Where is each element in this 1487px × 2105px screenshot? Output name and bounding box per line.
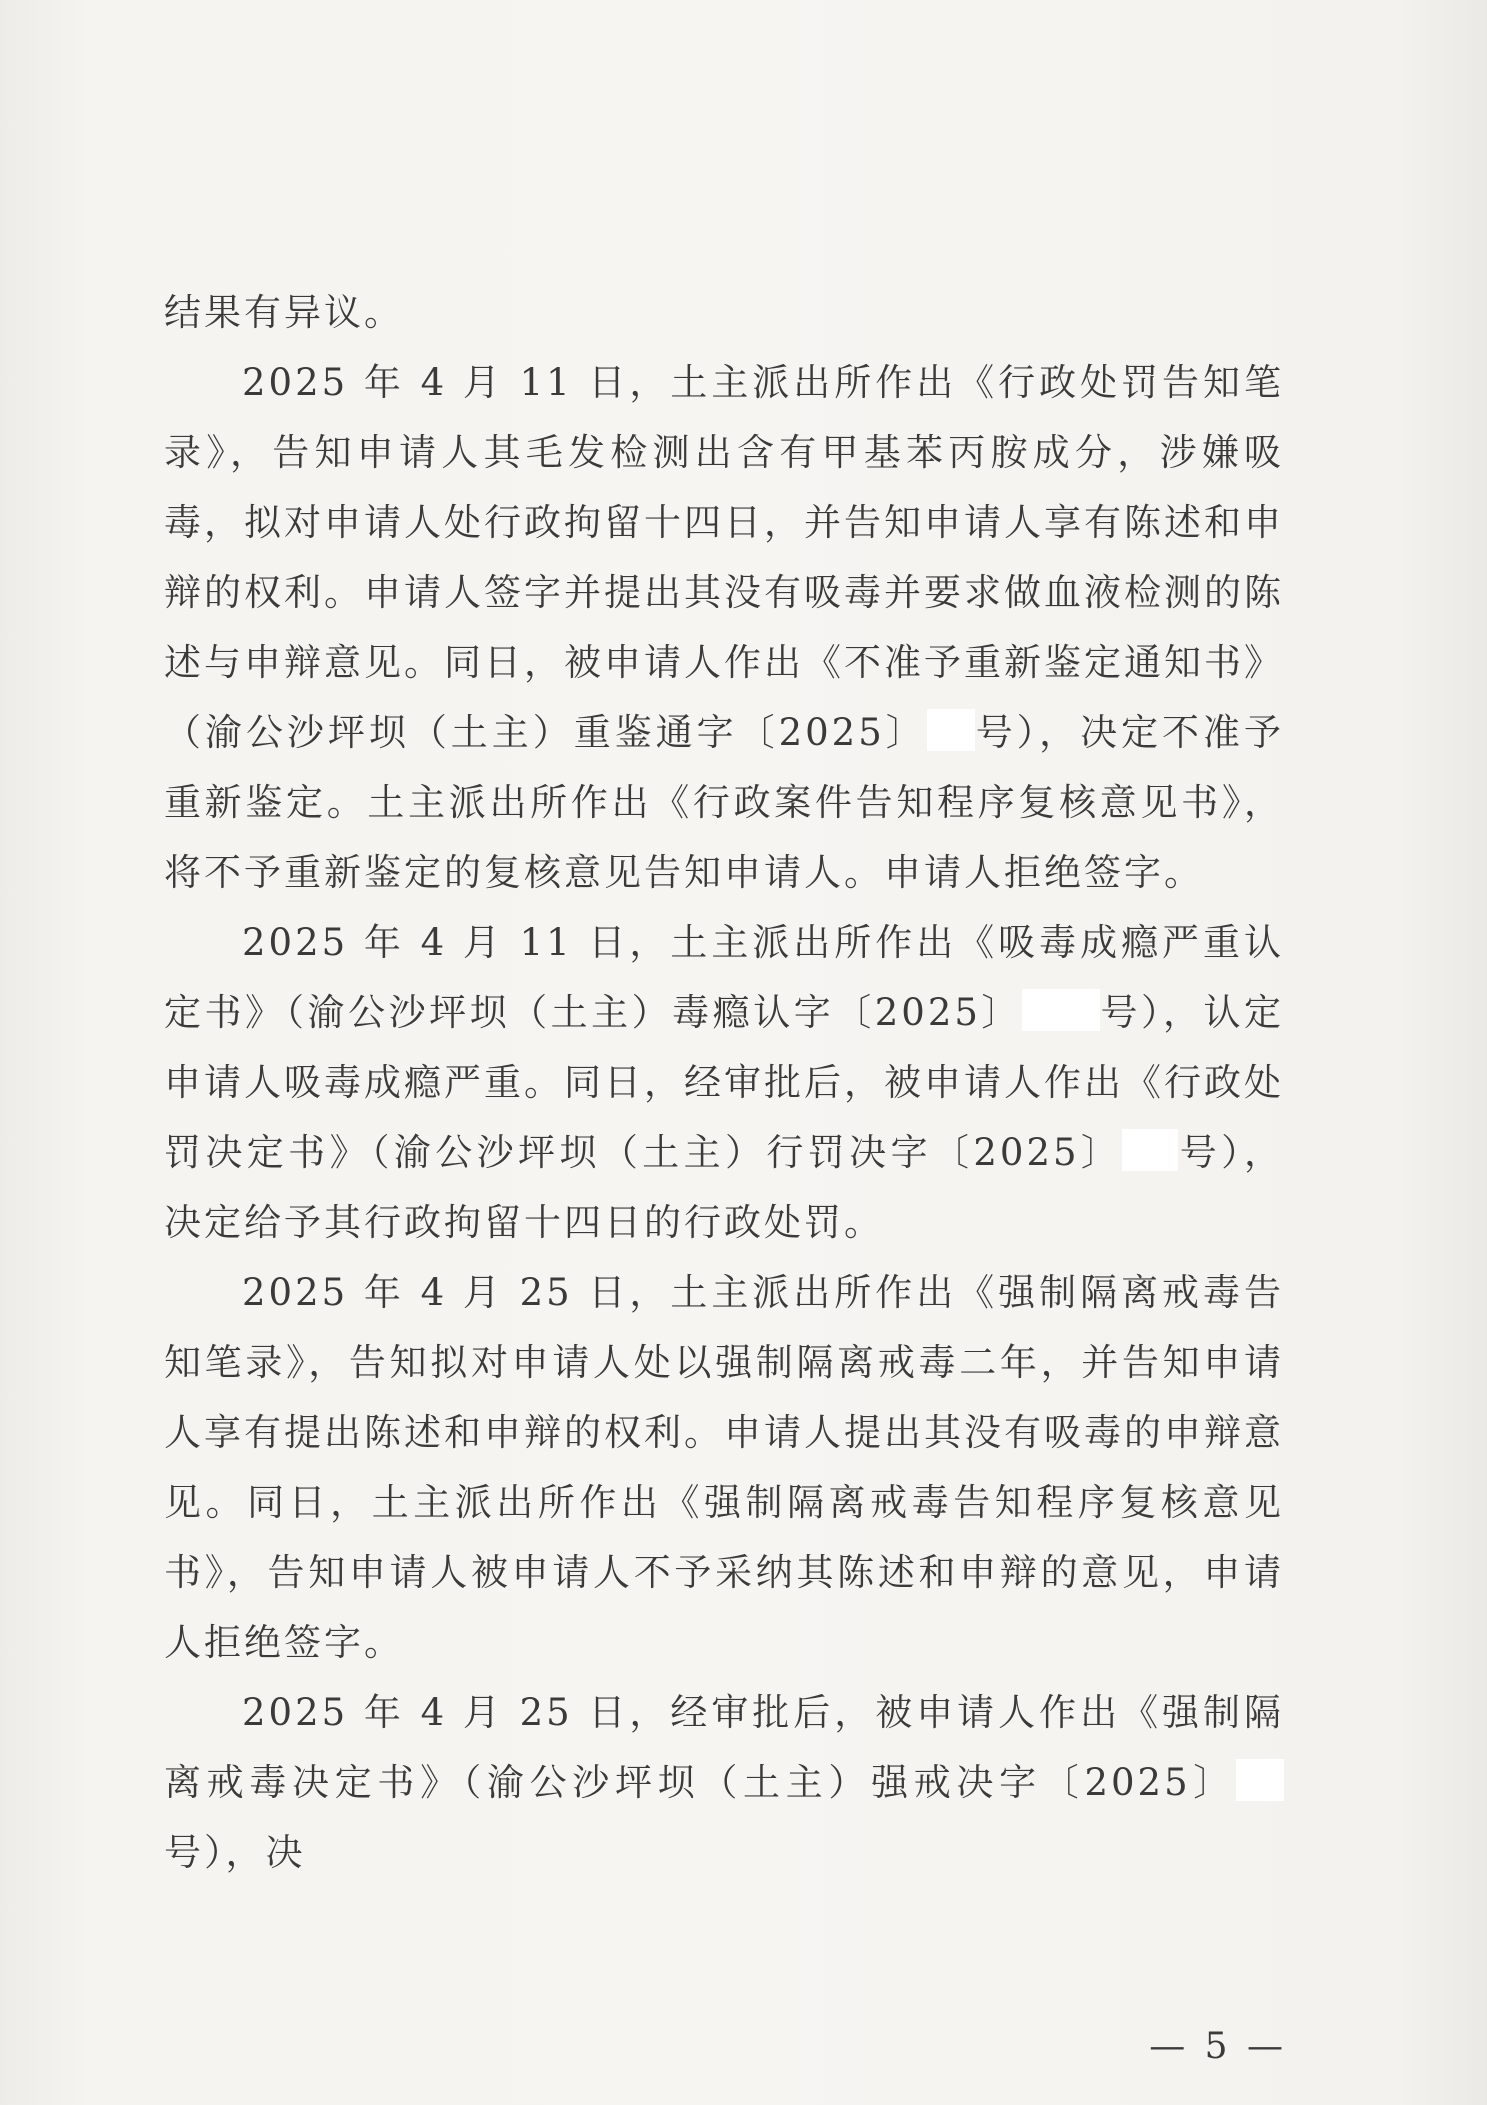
paragraph-text: 2025 年 4 月 25 日，经审批后，被申请人作出《强制隔离戒毒决定书》（渝公沙坪坝（土主）强戒决字〔2025〕 [164, 1691, 1284, 1804]
paragraph-1 [164, 278, 1284, 348]
paragraph-4 [164, 1258, 1284, 1678]
paragraph-3 [164, 908, 1284, 1258]
redaction-box [1022, 989, 1100, 1031]
page-number: — 5 — [1149, 2026, 1287, 2067]
paragraph-text: 结果有异议。 [164, 291, 404, 334]
paragraph-text: 2025 年 4 月 25 日，土主派出所作出《强制隔离戒毒告知笔录》，告知拟对申请人处以强制隔离戒毒二年，并告知申请人享有提出陈述和申辩的权利。申请人提出其没有吸毒的申辩意见。同日，土主派出所作出《强制隔离戒毒告知程序复核意见书》，告知申请人被申请人不予采纳其陈述和申辩的意见，申请人拒绝签字。 [164, 1271, 1284, 1664]
paragraph-5 [164, 1678, 1284, 1888]
redaction-box [1236, 1759, 1284, 1801]
paragraph-text: 2025 年 4 月 11 日，土主派出所作出《吸毒成瘾严重认定书》（渝公沙坪坝（土主）毒瘾认字〔2025〕 [164, 921, 1284, 1034]
paragraph-text: 2025 年 4 月 11 日，土主派出所作出《行政处罚告知笔录》，告知申请人其毛发检测出含有甲基苯丙胺成分，涉嫌吸毒，拟对申请人处行政拘留十四日，并告知申请人享有陈述和申辩的权利。申请人签字并提出其没有吸毒并要求做血液检测的陈述与申辩意见。同日，被申请人作出《不准予重新鉴定通知书》（渝公沙坪坝（土主）重鉴通字〔2025〕 [164, 361, 1284, 754]
paragraph-text: 号），决 [164, 1831, 306, 1874]
paragraph-2 [164, 348, 1284, 908]
redaction-box [927, 709, 975, 751]
redaction-box [1122, 1129, 1178, 1171]
document-body [164, 278, 1284, 1888]
paragraph-text: 号），认定申请人吸毒成瘾严重。同日，经审批后，被申请人作出《行政处罚决定书》（渝公沙坪坝（土主）行罚决字〔2025〕 [164, 991, 1285, 1174]
paragraph-text: 号），决定不准予重新鉴定。土主派出所作出《行政案件告知程序复核意见书》，将不予重新鉴定的复核意见告知申请人。申请人拒绝签字。 [164, 711, 1285, 894]
paragraph-text: 号），决定给予其行政拘留十四日的行政处罚。 [164, 1131, 1284, 1244]
